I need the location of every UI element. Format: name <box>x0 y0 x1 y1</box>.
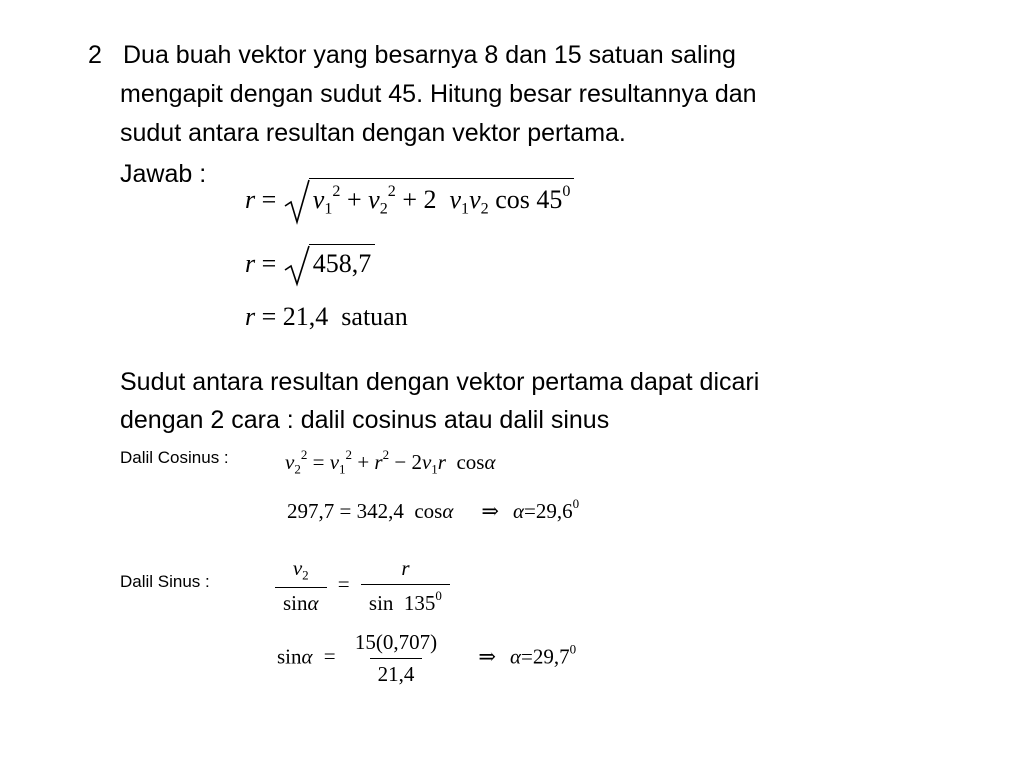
fraction-r-sin-135: $\frac{r}{\sin 135^0}$ <box>361 556 450 616</box>
problem-number: 2 <box>88 41 102 69</box>
fraction-v2-sin-alpha: $\frac{v_2}{\sin\alpha}$ <box>275 556 327 616</box>
problem-line-3: sudut antara resultan dengan vektor pertama. <box>120 119 626 147</box>
problem-line-2: mengapit dengan sudut 45. Hitung besar resultannya dan <box>120 80 757 108</box>
resultant-formula: r = $v_1^2 + v_2^2 + 2$ $v_1v_2$ $\cos 45^0$ <box>245 178 574 219</box>
sine-rule-result: sinα = $\frac{15(0,707)}{21,4}$ ⇒ $\alpha=29,7^0$ <box>277 630 577 686</box>
sine-rule-label: Dalil Sinus : <box>120 572 210 591</box>
resultant-final: r = 21,4 satuan <box>245 302 408 331</box>
explanation-line-1: Sudut antara resultan dengan vektor pertama dapat dicari <box>120 368 760 396</box>
sine-rule-formula: $\frac{v_2}{\sin\alpha}$ = $\frac{r}{\sin 135^0}$ <box>275 556 450 616</box>
cosine-rule-label: Dalil Cosinus : <box>120 448 229 467</box>
problem-line-1: Dua buah vektor yang besarnya 8 dan 15 satuan saling <box>123 41 736 69</box>
cosine-rule-result: 297,7 = 342,4 cosα ⇒ $\alpha=29,6^0$ <box>287 496 580 523</box>
square-root: $v_1^2 + v_2^2 + 2$ $v_1v_2$ $\cos 45^0$ <box>283 178 575 219</box>
fraction-sin-alpha-value: $\frac{15(0,707)}{21,4}$ <box>354 630 438 686</box>
square-root: 458,7 <box>283 244 376 279</box>
answer-label: Jawab : <box>120 160 207 188</box>
cosine-rule-formula: $v_2^2 = v_1^2 + r^2 - 2v_1r$ cosα <box>285 447 496 477</box>
explanation-line-2: dengan 2 cara : dalil cosinus atau dalil sinus <box>120 406 610 434</box>
resultant-sqrt-value: r = 458,7 <box>245 244 375 279</box>
